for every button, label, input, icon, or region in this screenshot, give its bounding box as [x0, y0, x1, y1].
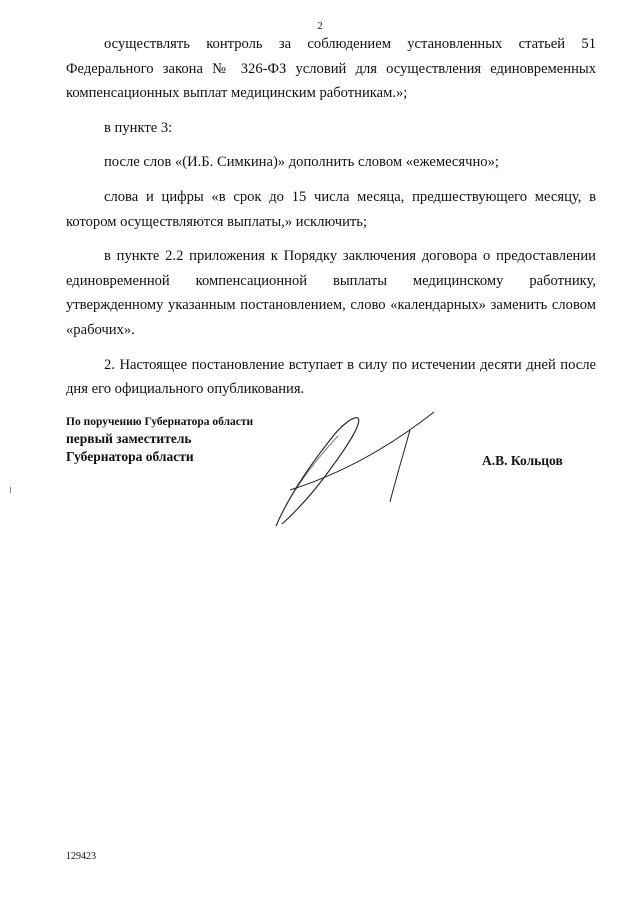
margin-mark [10, 487, 11, 493]
page-number: 2 [317, 20, 323, 32]
paragraph-exclude: слова и цифры «в срок до 15 числа месяца, предшествующего месяцу, в котором осуществляются выплаты,» исключить; [66, 188, 596, 230]
signatory-name: А.В. Кольцов [482, 453, 563, 468]
paragraph-effective: 2. Настоящее постановление вступает в силу по истечении десяти дней после дня его официального опубликования. [66, 356, 596, 398]
signatory-line-2: первый заместитель [66, 431, 192, 446]
signatory-title [66, 414, 253, 466]
document-body [66, 32, 596, 412]
signatory-line-3: Губернатора области [66, 449, 194, 464]
paragraph-add-word: после слов «(И.Б. Симкина)» дополнить словом «ежемесячно»; [104, 154, 499, 171]
paragraph-point-2-2: в пункте 2.2 приложения к Порядку заключения договора о предоставлении единовременной компенсационной выплаты медицинскому работнику, утвержденному указанным постановлением, слово «календарных» заменить словом «рабочих». [66, 248, 596, 338]
signatory-line-1: По поручению Губернатора области [66, 416, 254, 428]
document-code: 129423 [66, 851, 96, 862]
handwritten-signature [268, 408, 440, 530]
paragraph-control: осуществлять контроль за соблюдением установленных статьей 51 Федерального закона № 326-ФЗ условий для осуществления единовременных компенсационных выплат медицинским работникам.»; [66, 36, 596, 102]
paragraph-point-3: в пункте 3: [104, 119, 173, 136]
